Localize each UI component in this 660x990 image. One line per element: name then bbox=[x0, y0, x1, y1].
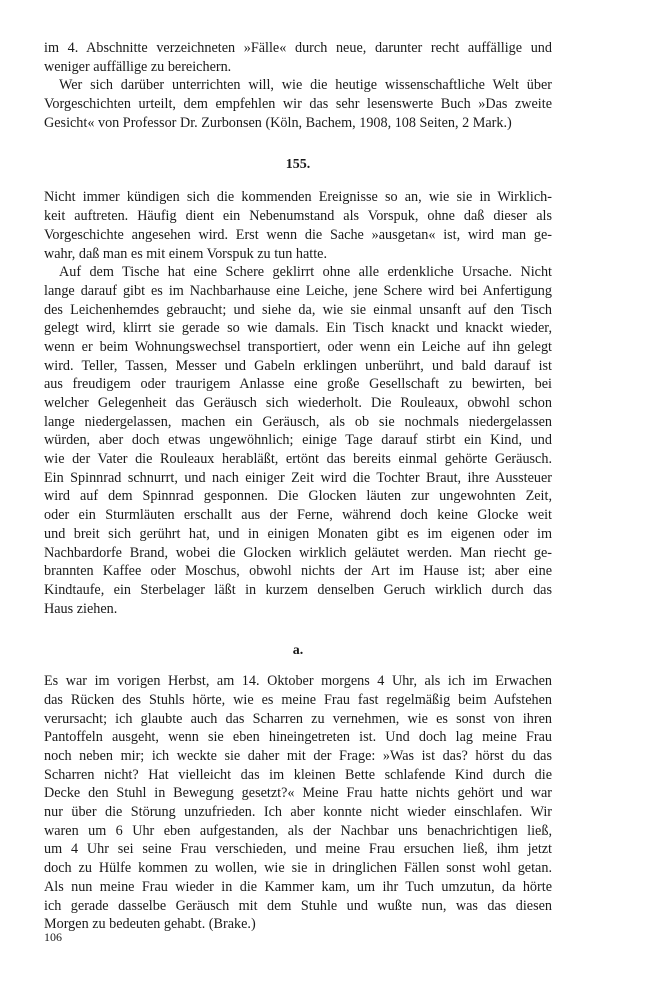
text-line: wie der Vater die Rouleaux herabläßt, ertönt das bereits einmal gehörte Geräusch. bbox=[44, 451, 552, 468]
text-line: weniger auffällige zu bereichern. bbox=[44, 58, 232, 75]
text-line: gelegt wird, klirrt sie gerade so wie damals. Ein Tisch knackt und knackt wieder, bbox=[44, 320, 552, 337]
text-line: Scharren nicht? Hat vielleicht das im kleinen Bette schlafende Kind durch die bbox=[44, 766, 552, 783]
text-line: lange niedergelassen, machen ein Geräusch, als ob sie nochmals niedergelassen bbox=[44, 413, 552, 430]
text-line: des Leichenhemdes gebraucht; und siehe da, wie sie einmal unsanft auf den Tisch bbox=[44, 301, 552, 318]
text-line: aus freudigem oder traurigem Anlasse eine große Gesellschaft zu bewirten, bei bbox=[44, 376, 552, 393]
text-line: um 4 Uhr sei seine Frau verschieden, und meine Frau ersuchen ließ, ihm jetzt bbox=[44, 841, 552, 858]
text-line: Decke den Stuhl in Bewegung gesetzt?« Meine Frau hatte nichts gehört und war bbox=[44, 785, 552, 802]
text-line: wahr, daß man es mit einem Vorspuk zu tun hatte. bbox=[44, 245, 327, 262]
text-line: Haus ziehen. bbox=[44, 600, 118, 617]
text-line: keit auftreten. Häufig dient ein Nebenumstand als Vorspuk, ohne daß dieser als bbox=[44, 208, 552, 225]
subsection-heading-a: a. bbox=[292, 643, 304, 659]
text-line: noch neben mir; ich weckte sie daher mit der Frage: »Was ist das? hörst du das bbox=[44, 748, 552, 764]
text-line: Pantoffeln ausgeht, wenn sie eben hineingetreten ist. Und doch lag meine Frau bbox=[44, 729, 552, 746]
intro-paragraphs bbox=[44, 39, 552, 132]
text-line: Es war im vorigen Herbst, am 14. Oktober morgens 4 Uhr, als ich im Erwachen bbox=[44, 673, 552, 690]
text-line: nur über die Störung unzufrieden. Ich aber konnte nicht wieder einschlafen. Wir bbox=[44, 804, 552, 821]
text-line: Nachbardorfe Brand, wobei die Glocken wirklich geläutet werden. Man riecht ge- bbox=[44, 544, 552, 561]
text-line: Kindtaufe, ein Sterbelager läßt in kurzem denselben Geruch wirklich durch das bbox=[44, 581, 552, 598]
text-line: waren um 6 Uhr eben aufgestanden, als der Nachbar uns benachrichtigen ließ, bbox=[44, 822, 552, 839]
text-line: Auf dem Tische hat eine Schere geklirrt ohne alle erdenkliche Ursache. Nicht bbox=[59, 264, 552, 281]
section-heading-155: 155. bbox=[285, 157, 311, 173]
text-line: im 4. Abschnitte verzeichneten »Fälle« durch neue, darunter recht auffällige und bbox=[44, 40, 552, 56]
subsection-a-text bbox=[44, 672, 552, 934]
text-line: Vorgeschichten urteilt, dem empfehlen wir das sehr lesenswerte Buch »Das zweite bbox=[44, 96, 552, 113]
text-line: oder ein Sturmläuten erschallt aus der Ferne, während doch keine Glocke weit bbox=[44, 507, 552, 524]
text-line: ich gerade dasselbe Geräusch mit dem Stuhle und wußte nun, was das diesen bbox=[44, 897, 552, 914]
text-line: welcher Gelegenheit das Geräusch sich wiederholt. Die Rouleaux, obwohl schon bbox=[44, 395, 552, 411]
text-line: und breit sich gerührt hat, und in einigen Monaten gibt es im eigenen oder im bbox=[44, 525, 552, 542]
text-line: doch zu Hülfe kommen zu wollen, wie sie in dringlichen Fällen sonst wohl getan. bbox=[44, 860, 552, 877]
page-body bbox=[44, 39, 552, 934]
text-line: Als nun meine Frau wieder in die Kammer kam, um ihr Tuch umzutun, da hörte bbox=[44, 878, 552, 895]
text-line: würden, aber doch etwas ungewöhnlich; einige Tage darauf stirbt ein Kind, und bbox=[44, 432, 552, 449]
text-line: brannten Kaffee oder Moschus, obwohl nichts der Art im Hause ist; aber eine bbox=[44, 563, 552, 580]
text-line: Morgen zu bedeuten gehabt. (Brake.) bbox=[44, 916, 256, 933]
text-line: das Rücken des Stuhls hörte, wie es meine Frau fast regelmäßig beim Aufstehen bbox=[44, 691, 552, 708]
text-line: Ein Spinnrad schnurrt, und nach einiger Zeit wird die Tochter Braut, ihre Aussteuer bbox=[44, 469, 552, 486]
text-line: Gesicht« von Professor Dr. Zurbonsen (Köln, Bachem, 1908, 108 Seiten, 2 Mark.) bbox=[44, 114, 512, 131]
text-line: lange darauf gibt es im Nachbarhause eine Leiche, jene Schere wird bei Anfertigung bbox=[44, 282, 552, 299]
text-line: wird. Teller, Tassen, Messer und Gabeln erklingen unberührt, und bald darauf ist bbox=[44, 357, 552, 374]
section-155-text bbox=[44, 188, 552, 618]
text-line: Nicht immer kündigen sich die kommenden Ereignisse so an, wie sie in Wirklich- bbox=[44, 189, 552, 206]
text-line: Wer sich darüber unterrichten will, wie die heutige wissenschaftliche Welt über bbox=[59, 77, 552, 94]
text-line: verursacht; ich glaubte auch das Scharren zu vernehmen, wie es sonst von ihren bbox=[44, 710, 552, 727]
text-line: wenn er beim Wohnungswechsel transportiert, oder wenn ein Leiche auf ihn gelegt bbox=[44, 338, 552, 355]
page-number: 106 bbox=[44, 930, 62, 944]
text-line: wird auf dem Spinnrad gesponnen. Die Glocken läuten zur ungewohnten Zeit, bbox=[44, 488, 552, 505]
text-line: Vorgeschichte angesehen wird. Erst wenn die Sache »ausgetan« ist, wird man ge- bbox=[44, 226, 552, 243]
